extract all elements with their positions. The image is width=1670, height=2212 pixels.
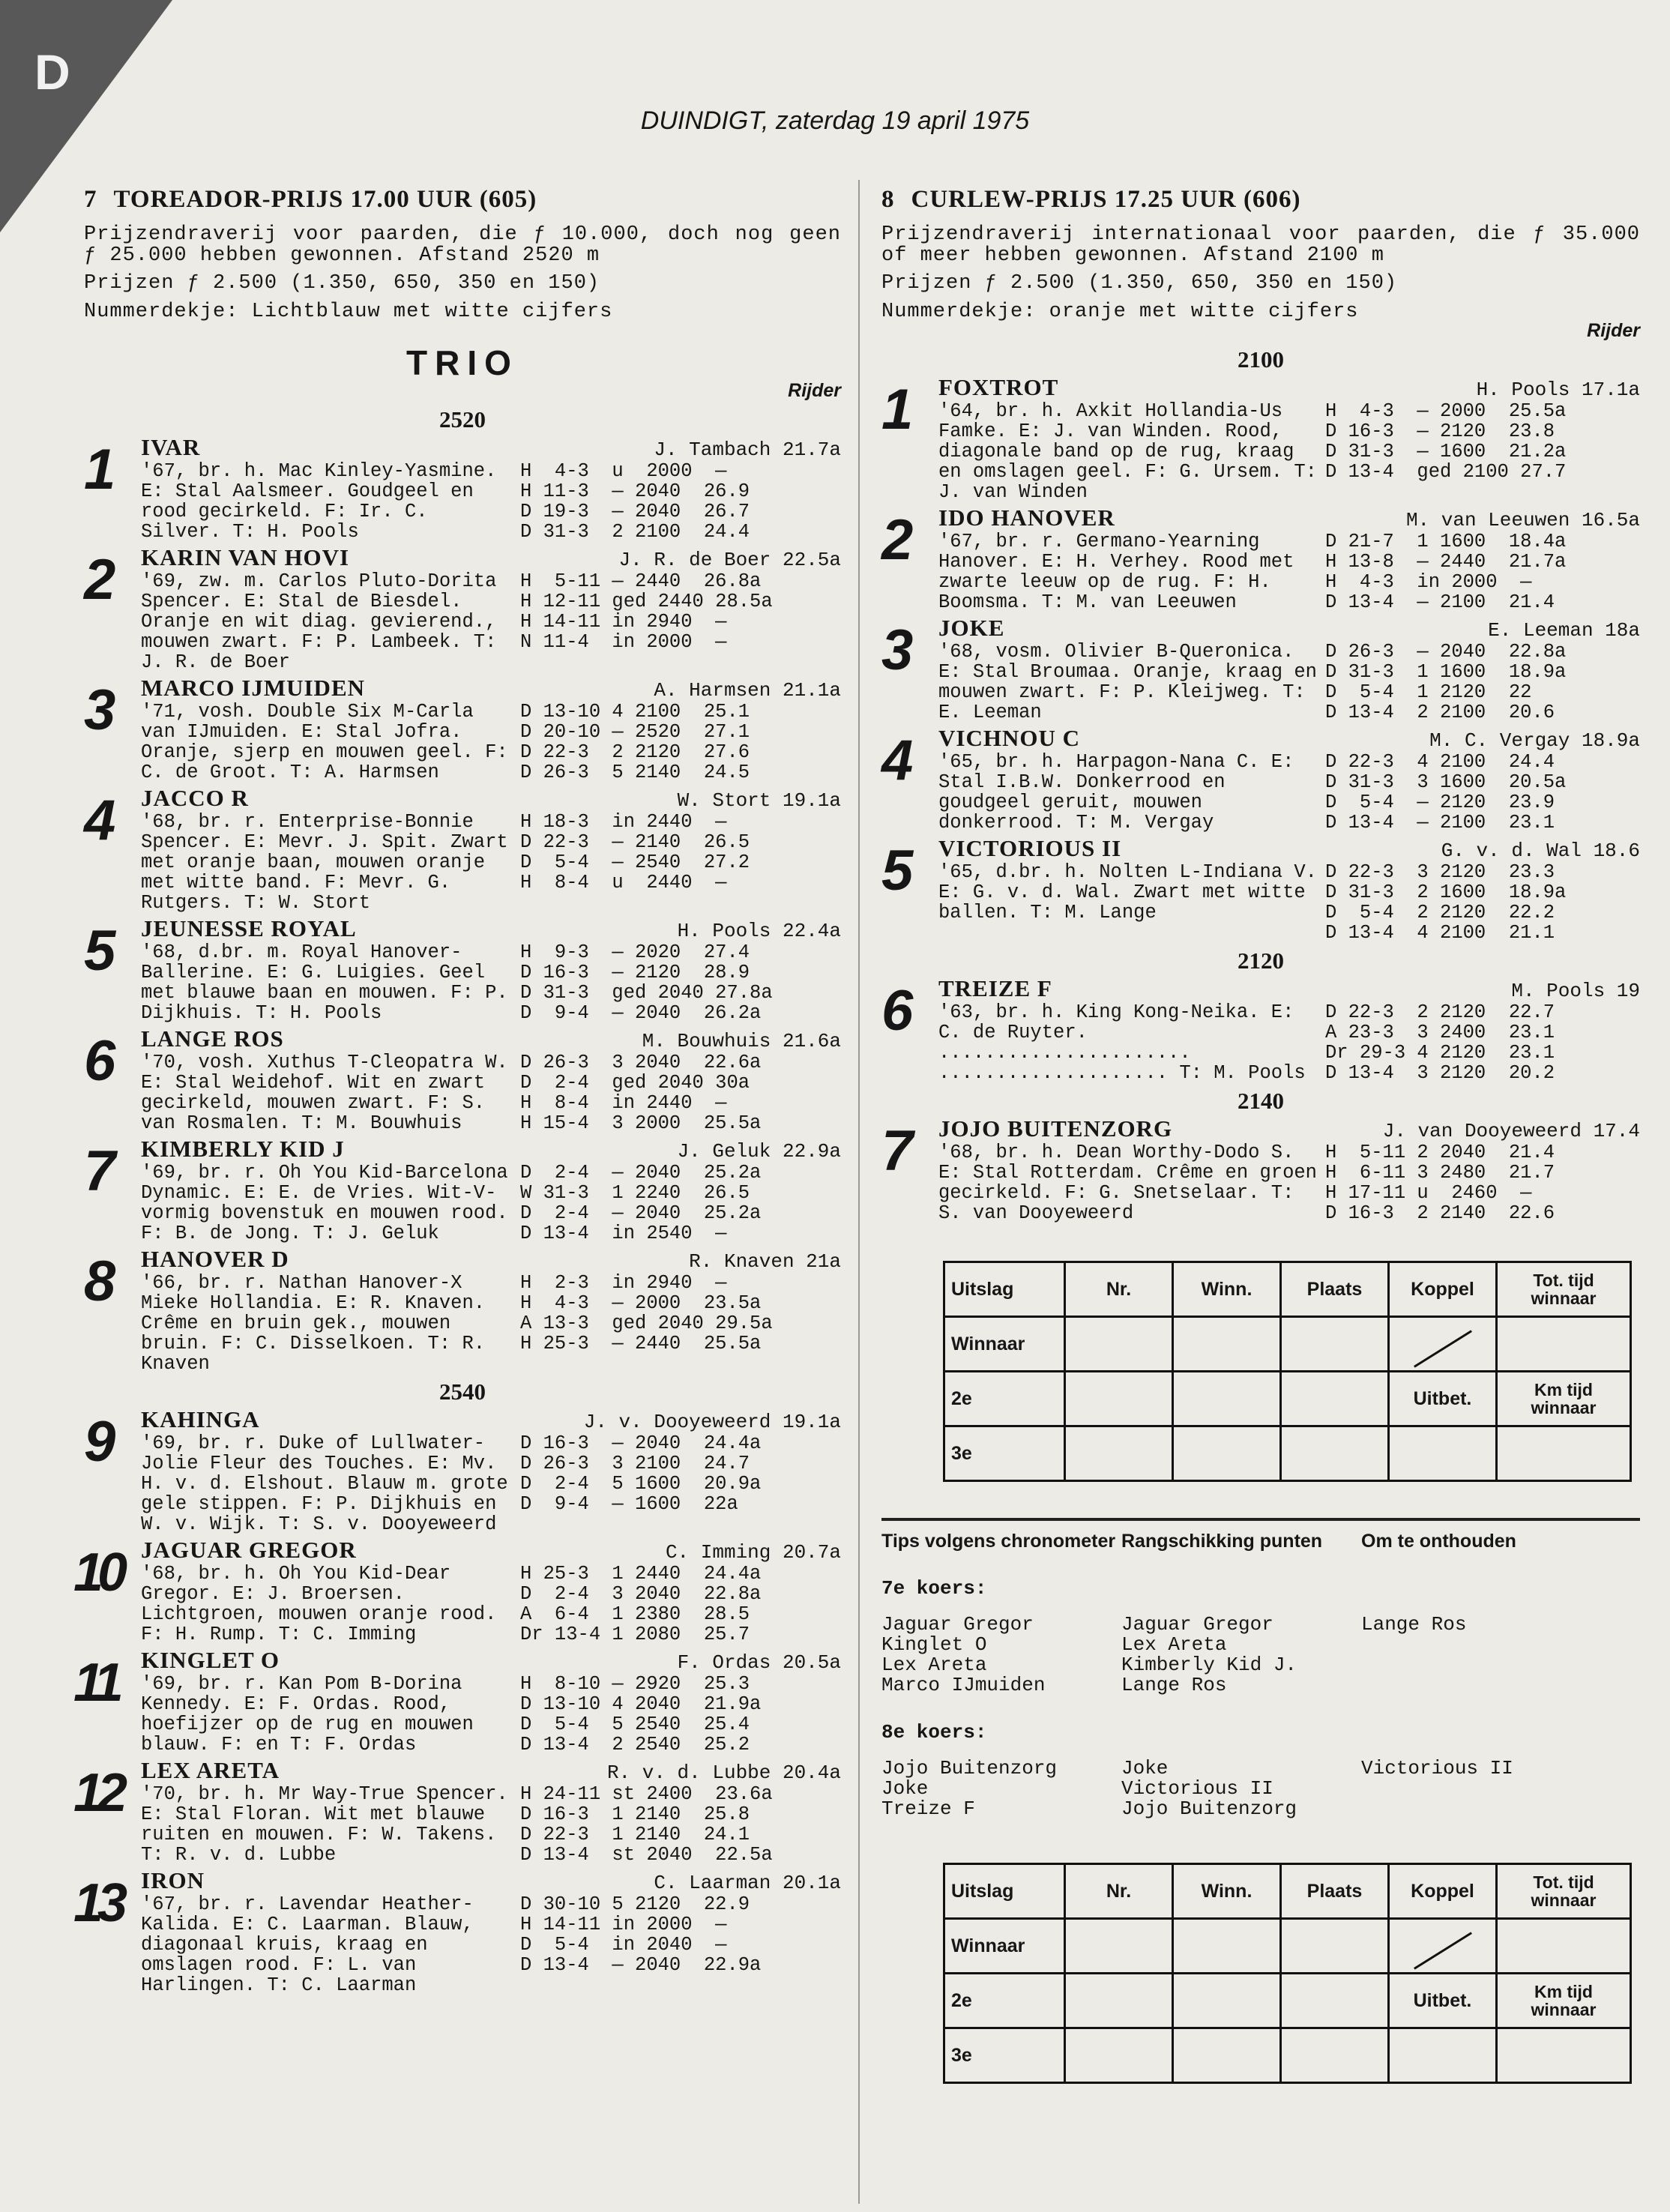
start-number: 1	[84, 438, 116, 501]
km-tijd-label: Km tijd winnaar	[1497, 1372, 1631, 1426]
entry-head	[141, 436, 841, 461]
race-7-prizes: Prijzen ƒ 2.500 (1.350, 650, 350 en 150)	[84, 272, 600, 295]
start-number: 3	[881, 618, 914, 682]
cell[interactable]	[1065, 1974, 1173, 2028]
cell[interactable]	[1173, 1317, 1281, 1372]
horse-entry	[881, 504, 1640, 613]
entry-body	[141, 1433, 841, 1534]
race-7-description: Prijzendraverij voor paarden, die ƒ 10.000, doch nog geen ƒ 25.000 hebben gewonnen. Afstand 2520 m	[84, 223, 841, 267]
entry-head	[141, 546, 841, 571]
horse-details: '68, br. h. Oh You Kid-Dear Gregor. E: J. Broersen. Lichtgroen, mouwen oranje rood. F: H. Rump. T: C. Imming	[141, 1563, 497, 1645]
cell[interactable]	[1065, 1317, 1173, 1372]
horse-details: '65, d.br. h. Nolten L-Indiana V. E: G. v. d. Wal. Zwart met witte ballen. T: M. Lange	[938, 861, 1317, 923]
race-8-prizes: Prijzen ƒ 2.500 (1.350, 650, 350 en 150)	[881, 272, 1398, 295]
th-koppel: Koppel	[1389, 1262, 1497, 1317]
cell[interactable]	[1173, 1919, 1281, 1974]
recent-runs: H 9-3 — 2020 27.4 D 16-3 — 2120 28.9 D 31-3 ged 2040 27.8a D 9-4 — 2040 26.2a	[520, 941, 773, 1024]
race-7-number-cloth: Nummerdekje: Lichtblauw met witte cijfers	[84, 301, 613, 323]
entry-head	[141, 787, 841, 812]
entry-body	[938, 862, 1640, 943]
koers-8-heading: 8e koers:	[881, 1721, 987, 1744]
th-uitslag: Uitslag	[944, 1262, 1065, 1317]
tips-header-chronometer: Tips volgens chronometer	[881, 1531, 1116, 1552]
recent-runs: D 22-3 2 2120 22.7 A 23-3 3 2400 23.1 Dr 29-3 4 2120 23.1 D 13-4 3 2120 20.2	[1325, 1001, 1555, 1084]
horse-details: '69, br. r. Duke of Lullwater-Jolie Fleur des Touches. E: Mv. H. v. d. Elshout. Blauw m. grote gele stippen. F: P. Dijkhuis en W. v. Wijk. T: S. v. Dooyeweerd	[141, 1432, 508, 1535]
horse-entry	[73, 1757, 841, 1866]
start-number: 5	[881, 839, 914, 902]
entry-body	[141, 702, 841, 783]
entry-head	[938, 376, 1640, 401]
start-number: 2	[881, 508, 914, 572]
tips-race-8	[881, 1759, 1640, 1819]
cell[interactable]	[1173, 1974, 1281, 2028]
rider-record: H. Pools 22.4a	[677, 920, 841, 942]
horse-entry	[84, 1025, 841, 1134]
cell[interactable]	[1497, 2028, 1631, 2083]
entry-body	[938, 1002, 1640, 1083]
horse-name: MARCO IJMUIDEN	[141, 675, 366, 701]
horse-entry	[881, 977, 1640, 1083]
horse-details: '69, zw. m. Carlos Pluto-Dorita Spencer. E: Stal de Biesdel. Oranje en wit diag. gevierend., mouwen zwart. F: P. Lambeek. T: J. R. de Boer	[141, 570, 497, 673]
cell[interactable]	[1389, 1426, 1497, 1481]
horse-name: JOJO BUITENZORG	[938, 1115, 1173, 1142]
start-number: 4	[881, 729, 914, 792]
rider-record: R. Knaven 21a	[689, 1250, 841, 1273]
horse-entry	[73, 1867, 841, 1996]
rider-record: J. R. de Boer 22.5a	[618, 549, 841, 571]
cell[interactable]	[1173, 1372, 1281, 1426]
km-tijd-label: Km tijd winnaar	[1497, 1974, 1631, 2028]
section-separator	[881, 1518, 1640, 1521]
rider-record: J. van Dooyeweerd 17.4	[1382, 1120, 1640, 1142]
row-3e: 3e	[944, 2028, 1065, 2083]
horse-details: '67, br. h. Mac Kinley-Yasmine. E: Stal Aalsmeer. Goudgeel en rood gecirkeld. F: Ir. C. Silver. T: H. Pools	[141, 460, 497, 543]
recent-runs: H 2-3 in 2940 — H 4-3 — 2000 23.5a A 13-3 ged 2040 29.5a H 25-3 — 2440 25.5a	[520, 1272, 773, 1354]
row-winnaar: Winnaar	[944, 1919, 1065, 1974]
horse-entry	[84, 917, 841, 1023]
rider-record: W. Stort 19.1a	[677, 789, 841, 812]
start-number: 7	[881, 1119, 914, 1183]
entry-body	[938, 1142, 1640, 1223]
entry-body	[141, 1273, 841, 1374]
cell[interactable]	[1497, 1317, 1631, 1372]
horse-details: '70, br. h. Mr Way-True Spencer. E: Stal Floran. Wit met blauwe ruiten en mouwen. F: W. Takens. T: R. v. d. Lubbe	[141, 1783, 508, 1866]
cell[interactable]	[1389, 2028, 1497, 2083]
recent-runs: D 26-3 — 2040 22.8a D 31-3 1 1600 18.9a D 5-4 1 2120 22 D 13-4 2 2100 20.6	[1325, 641, 1567, 723]
entry-head	[141, 917, 841, 942]
start-number: 8	[84, 1250, 116, 1313]
horse-name: HANOVER D	[141, 1246, 289, 1272]
rider-record: G. v. d. Wal 18.6	[1441, 840, 1640, 862]
horse-name: JACCO R	[141, 785, 249, 811]
entry-body	[141, 1894, 841, 1995]
entry-body	[141, 812, 841, 913]
horse-details: '65, br. h. Harpagon-Nana C. E: Stal I.B.W. Donkerrood en goudgeel geruit, mouwen donkerrood. T: M. Vergay	[938, 751, 1294, 834]
cell[interactable]	[1497, 1919, 1631, 1974]
tips-8-chronometer: Jojo Buitenzorg Joke Treize F	[881, 1757, 1058, 1820]
th-winn: Winn.	[1173, 1262, 1281, 1317]
rider-column-heading: Rijder	[1587, 320, 1640, 341]
tips-header-onthouden: Om te onthouden	[1361, 1531, 1516, 1552]
start-number: 11	[73, 1653, 118, 1713]
horse-name: VICTORIOUS II	[938, 835, 1122, 861]
tips-8-onthouden: Victorious II	[1361, 1757, 1513, 1779]
horse-details: '71, vosh. Double Six M-Carla van IJmuiden. E: Stal Jofra. Oranje, sjerp en mouwen geel. F: C. de Groot. T: A. Harmsen	[141, 701, 508, 783]
entry-head	[141, 1649, 841, 1674]
horse-entry	[73, 1647, 841, 1756]
recent-runs: H 4-3 — 2000 25.5a D 16-3 — 2120 23.8 D 31-3 — 1600 21.2a D 13-4 ged 2100 27.7	[1325, 400, 1567, 483]
entry-head	[938, 727, 1640, 752]
entry-body	[141, 1163, 841, 1244]
rider-record: E. Leeman 18a	[1488, 619, 1640, 642]
horse-name: JEUNESSE ROYAL	[141, 915, 357, 941]
entry-body	[141, 461, 841, 542]
recent-runs: H 4-3 u 2000 — H 11-3 — 2040 26.9 D 19-3 — 2040 26.7 D 31-3 2 2100 24.4	[520, 460, 750, 543]
entry-list	[73, 1406, 841, 1996]
th-plaats: Plaats	[1281, 1262, 1389, 1317]
race-8-number-cloth: Nummerdekje: oranje met witte cijfers	[881, 301, 1359, 323]
race-8-title: 8 CURLEW-PRIJS 17.25 UUR (606)	[881, 186, 1301, 213]
horse-name: LANGE ROS	[141, 1025, 284, 1052]
start-number: 13	[73, 1873, 122, 1933]
entry-list	[84, 436, 841, 1374]
row-2e: 2e	[944, 1974, 1065, 2028]
cell[interactable]	[1281, 1974, 1389, 2028]
entry-head	[141, 1539, 841, 1564]
entry-body	[938, 642, 1640, 723]
distance-group-2540: 2540	[439, 1378, 486, 1405]
horse-name: IRON	[141, 1867, 205, 1893]
horse-name: JOKE	[938, 615, 1005, 641]
th-koppel: Koppel	[1389, 1864, 1497, 1919]
koppel-slash-cell	[1389, 1919, 1497, 1974]
horse-details: '64, br. h. Axkit Hollandia-Us Famke. E: J. van Winden. Rood, diagonale band op de rug, kraag en omslagen geel. F: G. Ursem. T: J. van Winden	[938, 400, 1317, 503]
entry-body	[141, 571, 841, 672]
rider-record: C. Laarman 20.1a	[654, 1872, 841, 1894]
start-number: 12	[73, 1763, 122, 1823]
cell[interactable]	[1173, 1426, 1281, 1481]
th-plaats: Plaats	[1281, 1864, 1389, 1919]
horse-entry	[84, 436, 841, 542]
horse-details: '69, br. r. Kan Pom B-Dorina Kennedy. E: F. Ordas. Rood, hoefijzer op de rug en mouwen blauw. F: en T: F. Ordas	[141, 1673, 474, 1756]
horse-name: IVAR	[141, 434, 201, 460]
entry-body	[938, 531, 1640, 612]
start-number: 6	[84, 1029, 116, 1093]
th-tot-tijd: Tot. tijd winnaar	[1497, 1864, 1631, 1919]
horse-name: TREIZE F	[938, 975, 1052, 1001]
distance-group-2100: 2100	[1238, 346, 1284, 373]
rider-record: M. Bouwhuis 21.6a	[642, 1030, 841, 1052]
uitbet-label: Uitbet.	[1389, 1974, 1497, 2028]
start-number: 7	[84, 1139, 116, 1203]
rider-record: M. Pools 19	[1511, 980, 1640, 1002]
tips-7-chronometer: Jaguar Gregor Kinglet O Lex Areta Marco IJmuiden	[881, 1613, 1046, 1696]
page-header: DUINDIGT, zaterdag 19 april 1975	[640, 106, 1030, 135]
horse-details: '67, br. r. Lavendar Heather-Kalida. E: C. Laarman. Blauw, diagonaal kruis, kraag en omslagen rood. F: L. van Harlingen. T: C. Laarman	[141, 1893, 474, 1996]
horse-name: KIMBERLY KID J	[141, 1136, 345, 1162]
cell[interactable]	[1065, 1372, 1173, 1426]
recent-runs: D 22-3 4 2100 24.4 D 31-3 3 1600 20.5a D 5-4 — 2120 23.9 D 13-4 — 2100 23.1	[1325, 751, 1567, 834]
horse-details: '68, d.br. m. Royal Hanover-Ballerine. E: G. Luigies. Geel met blauwe baan en mouwen. F: P. Dijkhuis. T: H. Pools	[141, 941, 508, 1024]
cell[interactable]	[1281, 1426, 1389, 1481]
cell[interactable]	[1065, 2028, 1173, 2083]
rider-record: J. v. Dooyeweerd 19.1a	[583, 1411, 841, 1433]
race-7-title: 7 TOREADOR-PRIJS 17.00 UUR (605)	[84, 186, 537, 213]
distance-group-2520: 2520	[439, 406, 486, 433]
entry-head	[141, 1138, 841, 1163]
row-3e: 3e	[944, 1426, 1065, 1481]
horse-name: JAGUAR GREGOR	[141, 1537, 357, 1563]
entry-body	[141, 1674, 841, 1755]
tips-race-7	[881, 1615, 1640, 1696]
race-7-column	[73, 186, 841, 2000]
koers-7-heading: 7e koers:	[881, 1577, 987, 1600]
recent-runs: D 30-10 5 2120 22.9 H 14-11 in 2000 — D 5-4 in 2040 — D 13-4 — 2040 22.9a	[520, 1893, 762, 1976]
start-number: 3	[84, 678, 116, 742]
th-nr: Nr.	[1065, 1262, 1173, 1317]
start-number: 6	[881, 979, 914, 1043]
entry-head	[938, 977, 1640, 1002]
horse-name: KARIN VAN HOVI	[141, 544, 350, 570]
distance-group-2120: 2120	[1238, 947, 1284, 974]
tips-7-onthouden: Lange Ros	[1361, 1613, 1467, 1636]
recent-runs: D 2-4 — 2040 25.2a W 31-3 1 2240 26.5 D 2-4 — 2040 25.2a D 13-4 in 2540 —	[520, 1162, 762, 1244]
start-number: 10	[73, 1543, 122, 1603]
entry-list	[881, 376, 1640, 943]
horse-entry	[84, 787, 841, 913]
start-number: 5	[84, 919, 116, 983]
horse-details: '68, br. r. Enterprise-Bonnie Spencer. E: Mevr. J. Spit. Zwart met oranje baan, mouwen oranje met witte band. F: Mevr. G. Rutgers. T: W. Stort	[141, 811, 508, 914]
cell[interactable]	[1065, 1919, 1173, 1974]
entry-head	[141, 1025, 841, 1052]
tips-7-punten: Jaguar Gregor Lex Areta Kimberly Kid J. Lange Ros	[1121, 1613, 1297, 1696]
rider-record: J. Geluk 22.9a	[677, 1140, 841, 1163]
horse-entry	[881, 376, 1640, 502]
entry-head	[141, 1248, 841, 1273]
entry-list	[881, 977, 1640, 1083]
rider-record: C. Imming 20.7a	[665, 1541, 841, 1564]
th-uitslag: Uitslag	[944, 1864, 1065, 1919]
rider-record: R. v. d. Lubbe 20.4a	[606, 1762, 841, 1784]
horse-name: IDO HANOVER	[938, 504, 1115, 531]
cell[interactable]	[1281, 1372, 1389, 1426]
recent-runs: H 8-10 — 2920 25.3 D 13-10 4 2040 21.9a D 5-4 5 2540 25.4 D 13-4 2 2540 25.2	[520, 1673, 762, 1756]
recent-runs: D 13-10 4 2100 25.1 D 20-10 — 2520 27.1 D 22-3 2 2120 27.6 D 26-3 5 2140 24.5	[520, 701, 750, 783]
horse-name: VICHNOU C	[938, 725, 1080, 751]
result-form-race-7	[943, 1261, 1632, 1482]
horse-entry	[881, 837, 1640, 943]
row-2e: 2e	[944, 1372, 1065, 1426]
corner-letter: D	[34, 44, 70, 100]
horse-entry	[84, 1408, 841, 1534]
start-number: 9	[84, 1410, 116, 1474]
entry-head	[141, 1408, 841, 1433]
result-form-race-8	[943, 1863, 1632, 2084]
uitbet-label: Uitbet.	[1389, 1372, 1497, 1426]
horse-entry	[881, 1115, 1640, 1224]
horse-entry	[84, 546, 841, 672]
cell[interactable]	[1497, 1426, 1631, 1481]
rider-record: A. Harmsen 21.1a	[654, 679, 841, 702]
recent-runs: H 18-3 in 2440 — D 22-3 — 2140 26.5 D 5-4 — 2540 27.2 H 8-4 u 2440 —	[520, 811, 750, 893]
cell[interactable]	[1065, 1426, 1173, 1481]
tips-header-punten: Rangschikking punten	[1121, 1531, 1323, 1552]
horse-details: '70, vosh. Xuthus T-Cleopatra W. E: Stal Weidehof. Wit en zwart gecirkeld, mouwen zwart. F: S. van Rosmalen. T: M. Bouwhuis	[141, 1052, 508, 1134]
entry-head	[938, 504, 1640, 531]
recent-runs: D 22-3 3 2120 23.3 D 31-3 2 1600 18.9a D 5-4 2 2120 22.2 D 13-4 4 2100 21.1	[1325, 861, 1567, 944]
entry-head	[938, 837, 1640, 862]
entry-body	[141, 942, 841, 1023]
horse-entry	[73, 1537, 841, 1645]
horse-details: '68, br. h. Dean Worthy-Dodo S. E: Stal Rotterdam. Crême en groen gecirkeld. F: G. Snetselaar. T: S. van Dooyeweerd	[938, 1142, 1317, 1224]
race-8-description: Prijzendraverij internationaal voor paarden, die ƒ 35.000 of meer hebben gewonnen. Afstand 2100 m	[881, 223, 1640, 267]
recent-runs: H 5-11 2 2040 21.4 H 6-11 3 2480 21.7 H 17-11 u 2460 — D 16-3 2 2140 22.6	[1325, 1142, 1555, 1224]
entry-body	[141, 1784, 841, 1865]
horse-entry	[84, 677, 841, 783]
recent-runs: D 21-7 1 1600 18.4a H 13-8 — 2440 21.7a H 4-3 in 2000 — D 13-4 — 2100 21.4	[1325, 531, 1567, 613]
entry-head	[938, 617, 1640, 642]
start-number: 1	[881, 378, 914, 442]
trio-heading: TRIO	[406, 343, 519, 382]
rider-record: M. C. Vergay 18.9a	[1429, 729, 1640, 752]
row-winnaar: Winnaar	[944, 1317, 1065, 1372]
rider-record: H. Pools 17.1a	[1476, 379, 1640, 401]
entry-head	[141, 1869, 841, 1894]
entry-head	[938, 1115, 1640, 1142]
entry-head	[141, 1759, 841, 1784]
tips-header	[881, 1531, 1640, 1552]
entry-body	[141, 1052, 841, 1133]
entry-body	[141, 1564, 841, 1645]
th-tot-tijd: Tot. tijd winnaar	[1497, 1262, 1631, 1317]
horse-details: '68, vosm. Olivier B-Queronica. E: Stal Broumaa. Oranje, kraag en mouwen zwart. F: P. Kleijweg. T: E. Leeman	[938, 641, 1317, 723]
entry-body	[938, 752, 1640, 833]
recent-runs: H 25-3 1 2440 24.4a D 2-4 3 2040 22.8a A 6-4 1 2380 28.5 Dr 13-4 1 2080 25.7	[520, 1563, 762, 1645]
rider-column-heading: Rijder	[788, 380, 841, 401]
entry-head	[141, 677, 841, 702]
start-number: 4	[84, 789, 116, 852]
th-nr: Nr.	[1065, 1864, 1173, 1919]
rider-record: J. Tambach 21.7a	[654, 439, 841, 461]
horse-details: '69, br. r. Oh You Kid-Barcelona Dynamic. E: E. de Vries. Wit-V-vormig bovenstuk en mouwen rood. F: B. de Jong. T: J. Geluk	[141, 1162, 508, 1244]
recent-runs: D 26-3 3 2040 22.6a D 2-4 ged 2040 30a H 8-4 in 2440 — H 15-4 3 2000 25.5a	[520, 1052, 762, 1134]
start-number: 2	[84, 548, 116, 612]
tips-8-punten: Joke Victorious II Jojo Buitenzorg	[1121, 1757, 1297, 1820]
column-divider	[858, 180, 860, 2204]
recent-runs: H 24-11 st 2400 23.6a D 16-3 1 2140 25.8 D 22-3 1 2140 24.1 D 13-4 st 2040 22.5a	[520, 1783, 773, 1866]
recent-runs: H 5-11 — 2440 26.8a H 12-11 ged 2440 28.5a H 14-11 in 2940 — N 11-4 in 2000 —	[520, 570, 773, 653]
race-8-column	[881, 186, 1640, 2084]
horse-name: FOXTROT	[938, 374, 1059, 400]
horse-name: LEX ARETA	[141, 1757, 280, 1783]
horse-entry	[881, 727, 1640, 833]
distance-group-2140: 2140	[1238, 1088, 1284, 1114]
cell[interactable]	[1281, 2028, 1389, 2083]
koppel-slash-cell	[1389, 1317, 1497, 1372]
horse-name: KAHINGA	[141, 1406, 260, 1432]
horse-details: '66, br. r. Nathan Hanover-X Mieke Hollandia. E: R. Knaven. Crême en bruin gek., mouwen bruin. F: C. Disselkoen. T: R. Knaven	[141, 1272, 486, 1375]
rider-record: M. van Leeuwen 16.5a	[1405, 509, 1640, 531]
horse-entry	[881, 617, 1640, 723]
recent-runs: D 16-3 — 2040 24.4a D 26-3 3 2100 24.7 D 2-4 5 1600 20.9a D 9-4 — 1600 22a	[520, 1432, 762, 1515]
horse-details: '63, br. h. King Kong-Neika. E: C. de Ruyter. ...................... .................... T: M. Pools	[938, 1001, 1306, 1084]
cell[interactable]	[1173, 2028, 1281, 2083]
horse-name: KINGLET O	[141, 1647, 280, 1673]
rider-record: F. Ordas 20.5a	[677, 1651, 841, 1674]
entry-list	[881, 1115, 1640, 1224]
cell[interactable]	[1281, 1317, 1389, 1372]
th-winn: Winn.	[1173, 1864, 1281, 1919]
horse-entry	[84, 1248, 841, 1374]
horse-entry	[84, 1138, 841, 1244]
cell[interactable]	[1281, 1919, 1389, 1974]
entry-body	[938, 401, 1640, 502]
horse-details: '67, br. r. Germano-Yearning Hanover. E: H. Verhey. Rood met zwarte leeuw op de rug. F: H. Boomsma. T: M. van Leeuwen	[938, 531, 1294, 613]
